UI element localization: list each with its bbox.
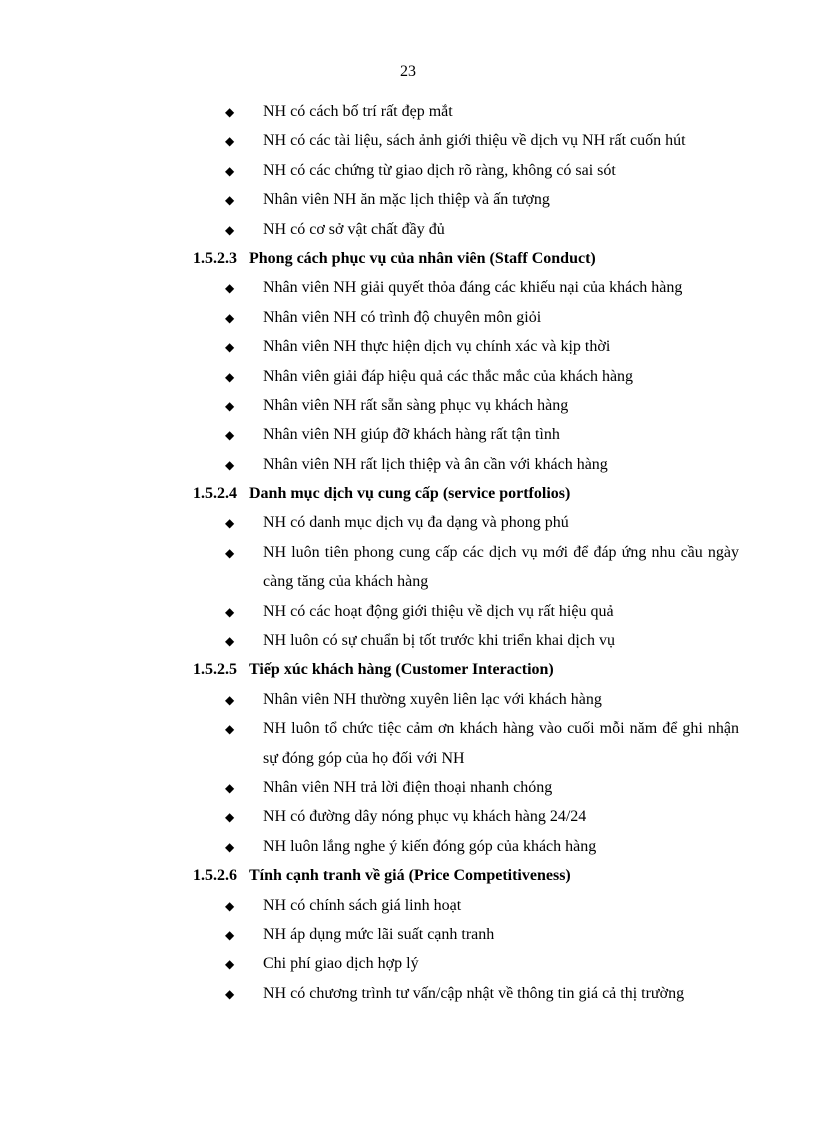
list-item-text: NH có các hoạt động giới thiệu về dịch vụ rất hiệu quả <box>263 602 614 620</box>
list-item-text: NH có cơ sở vật chất đầy đủ <box>263 220 445 238</box>
diamond-bullet-icon: ◆ <box>225 105 235 119</box>
list-item-text: Chi phí giao dịch hợp lý <box>263 955 419 973</box>
diamond-bullet-icon: ◆ <box>225 898 235 913</box>
list-item <box>0 362 816 391</box>
diamond-bullet-icon: ◆ <box>225 692 235 707</box>
diamond-bullet-icon: ◆ <box>225 986 235 1001</box>
list-item-text: NH có các tài liệu, sách ảnh giới thiệu về dịch vụ NH rất cuốn hút <box>263 132 686 150</box>
list-item-text: Nhân viên giải đáp hiệu quả các thắc mắc của khách hàng <box>263 367 634 385</box>
section-heading <box>0 244 816 273</box>
diamond-bullet-icon: ◆ <box>225 281 235 296</box>
list-item <box>0 949 816 978</box>
section-title: Tiếp xúc khách hàng (Customer Interaction) <box>249 661 554 679</box>
section-title: Tính cạnh tranh về giá (Price Competitiveness) <box>249 867 571 885</box>
list-item <box>0 508 816 537</box>
list-item <box>0 126 816 155</box>
list-item <box>0 420 816 449</box>
list-item-text: NH luôn tổ chức tiệc cảm ơn khách hàng vào cuối mỗi năm để ghi nhận sự đóng góp của họ đối với NH <box>263 720 739 767</box>
list-item <box>0 538 816 597</box>
list-item <box>0 920 816 949</box>
section-number: 1.5.2.4 <box>193 485 237 503</box>
list-item-text: NH luôn có sự chuẩn bị tốt trước khi triển khai dịch vụ <box>263 632 615 650</box>
diamond-bullet-icon: ◆ <box>225 781 235 796</box>
list-item <box>0 891 816 920</box>
list-item <box>0 832 816 861</box>
list-item <box>0 185 816 214</box>
diamond-bullet-icon: ◆ <box>225 604 235 619</box>
list-item <box>0 626 816 655</box>
list-item <box>0 979 816 1008</box>
list-item-text: NH có chính sách giá linh hoạt <box>263 896 462 914</box>
diamond-bullet-icon: ◆ <box>225 722 235 737</box>
list-item-text: Nhân viên NH trả lời điện thoại nhanh chóng <box>263 779 553 797</box>
section-title: Phong cách phục vụ của nhân viên (Staff Conduct) <box>249 249 596 267</box>
document-body <box>0 97 816 1008</box>
diamond-bullet-icon: ◆ <box>225 193 235 208</box>
list-item-text: NH có chương trình tư vấn/cập nhật về thông tin giá cả thị trường <box>263 984 685 1002</box>
list-item-text: Nhân viên NH có trình độ chuyên môn giỏi <box>263 308 542 326</box>
list-item-text: NH luôn lắng nghe ý kiến đóng góp của khách hàng <box>263 837 597 855</box>
list-item-text: Nhân viên NH ăn mặc lịch thiệp và ấn tượng <box>263 191 550 209</box>
diamond-bullet-icon: ◆ <box>225 634 235 649</box>
list-item <box>0 714 816 773</box>
section-number: 1.5.2.3 <box>193 249 237 267</box>
list-item <box>0 685 816 714</box>
section-heading <box>0 479 816 508</box>
list-item-text: Nhân viên NH rất lịch thiệp và ân cần với khách hàng <box>263 455 608 473</box>
section-number: 1.5.2.6 <box>193 867 237 885</box>
list-item <box>0 773 816 802</box>
diamond-bullet-icon: ◆ <box>225 927 235 942</box>
list-item-text: NH luôn tiên phong cung cấp các dịch vụ mới để đáp ứng nhu cầu ngày càng tăng của khách hàng <box>263 543 739 591</box>
list-item <box>0 156 816 185</box>
diamond-bullet-icon: ◆ <box>225 545 235 560</box>
list-item <box>0 802 816 831</box>
list-item-text: NH áp dụng mức lãi suất cạnh tranh <box>263 925 495 943</box>
list-item <box>0 332 816 361</box>
diamond-bullet-icon: ◆ <box>225 163 235 178</box>
diamond-bullet-icon: ◆ <box>225 428 235 443</box>
list-item-text: Nhân viên NH giải quyết thỏa đáng các khiếu nại của khách hàng <box>263 279 683 297</box>
list-item <box>0 97 816 126</box>
diamond-bullet-icon: ◆ <box>225 340 235 355</box>
list-item <box>0 597 816 626</box>
section-number: 1.5.2.5 <box>193 661 237 679</box>
section-heading <box>0 655 816 684</box>
section-title: Danh mục dịch vụ cung cấp (service portfolios) <box>249 485 571 503</box>
diamond-bullet-icon: ◆ <box>225 957 235 972</box>
list-item-text: NH có các chứng từ giao dịch rõ ràng, không có sai sót <box>263 161 616 179</box>
list-item-text: Nhân viên NH rất sẵn sàng phục vụ khách hàng <box>263 396 569 414</box>
diamond-bullet-icon: ◆ <box>225 810 235 825</box>
diamond-bullet-icon: ◆ <box>225 222 235 237</box>
diamond-bullet-icon: ◆ <box>225 134 235 149</box>
section-heading <box>0 861 816 890</box>
list-item <box>0 273 816 302</box>
list-item-text: Nhân viên NH giúp đỡ khách hàng rất tận tình <box>263 426 560 444</box>
page-number: 23 <box>400 63 416 80</box>
list-item <box>0 450 816 479</box>
list-item-text: NH có cách bố trí rất đẹp mắt <box>263 103 453 120</box>
diamond-bullet-icon: ◆ <box>225 398 235 413</box>
list-item-text: Nhân viên NH thực hiện dịch vụ chính xác và kịp thời <box>263 338 611 356</box>
list-item <box>0 303 816 332</box>
list-item-text: Nhân viên NH thường xuyên liên lạc với khách hàng <box>263 690 602 708</box>
diamond-bullet-icon: ◆ <box>225 457 235 472</box>
diamond-bullet-icon: ◆ <box>225 310 235 325</box>
diamond-bullet-icon: ◆ <box>225 516 235 531</box>
list-item <box>0 391 816 420</box>
diamond-bullet-icon: ◆ <box>225 839 235 854</box>
list-item <box>0 215 816 244</box>
diamond-bullet-icon: ◆ <box>225 369 235 384</box>
list-item-text: NH có đường dây nóng phục vụ khách hàng 24/24 <box>263 808 587 826</box>
list-item-text: NH có danh mục dịch vụ đa dạng và phong phú <box>263 514 569 532</box>
